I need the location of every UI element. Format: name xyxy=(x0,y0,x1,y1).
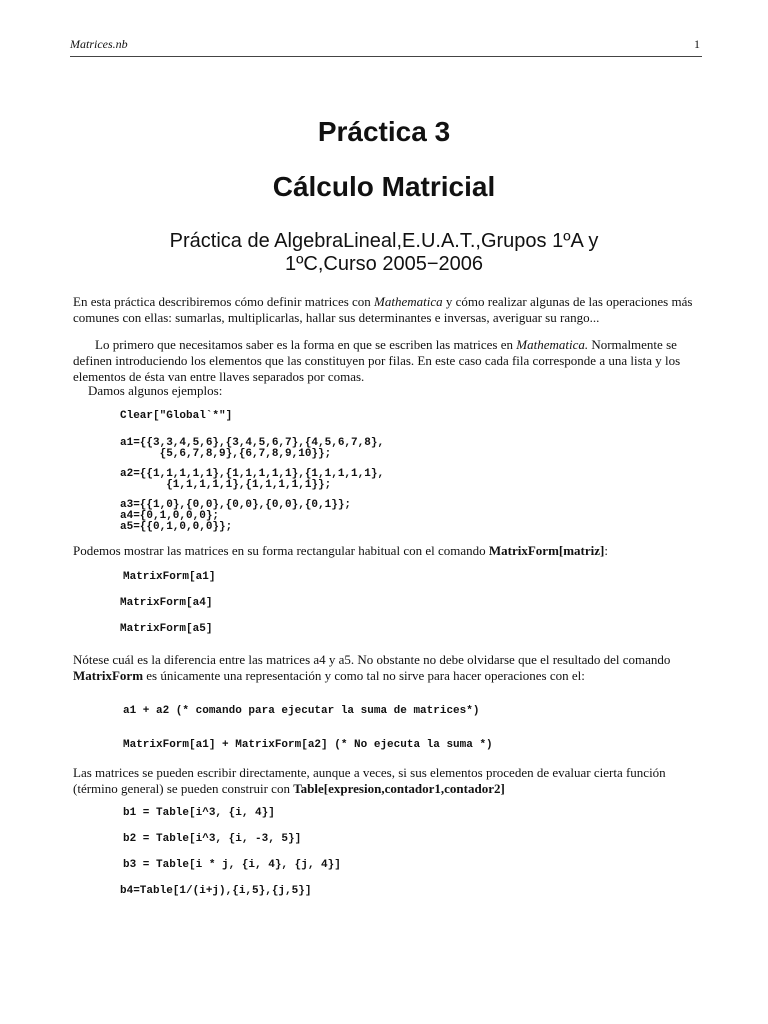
code-a3-a5[interactable]: a3={{1,0},{0,0},{0,0},{0,0},{0,1}}; a4={0,1,0,0,0}; a5={{0,1,0,0,0}}; xyxy=(120,499,352,533)
code-clear[interactable]: Clear["Global`*"] xyxy=(120,410,233,422)
code-b2[interactable]: b2 = Table[i^3, {i, -3, 5}] xyxy=(123,833,302,845)
page-title: Práctica 3 xyxy=(317,116,451,147)
code-matrixform-a4[interactable]: MatrixForm[a4] xyxy=(120,597,213,609)
code-matrixform-a5[interactable]: MatrixForm[a5] xyxy=(120,623,213,635)
course-subtitle-line1: Práctica de AlgebraLineal,E.U.A.T.,Grupos 1ºA y xyxy=(169,230,599,252)
code-matrixform-a1[interactable]: MatrixForm[a1] xyxy=(123,571,216,583)
intro-text-1b: y cómo realizar algunas de las operaciones más comunes con ellas: sumarlas, multiplicarlas, hallar sus determinantes e inversas, averiguar su rango... xyxy=(73,294,693,325)
intro-paragraph-3: Damos algunos ejemplos: xyxy=(88,383,223,398)
course-subtitle-line2: 1ºC,Curso 2005−2006 xyxy=(285,253,483,275)
note-text-b: es únicamente una representación y como tal no sirve para hacer operaciones con el: xyxy=(143,668,585,683)
matrixform-text-a: Podemos mostrar las matrices en su forma rectangular habitual con el comando xyxy=(73,543,489,558)
code-a2[interactable]: a2={{1,1,1,1,1},{1,1,1,1,1},{1,1,1,1,1}, {1,1,1,1,1},{1,1,1,1,1}}; xyxy=(120,468,385,491)
code-sum-a1-a2[interactable]: a1 + a2 (* comando para ejecutar la suma de matrices*) xyxy=(123,705,480,717)
header-page-number: 1 xyxy=(694,37,700,51)
code-a1[interactable]: a1={{3,3,4,5,6},{3,4,5,6,7},{4,5,6,7,8}, {5,6,7,8,9},{6,7,8,9,10}}; xyxy=(120,437,385,460)
table-text-a: Las matrices se pueden escribir directamente, aunque a veces, si sus elementos proceden de evaluar cierta función (término general) se pueden construir con xyxy=(73,765,666,796)
page-subtitle-title: Cálculo Matricial xyxy=(272,171,496,202)
note-text-a: Nótese cuál es la diferencia entre las matrices a4 y a5. No obstante no debe olvidarse que el resultado del comando xyxy=(73,652,671,667)
header-filename: Matrices.nb xyxy=(70,37,128,51)
note-command: MatrixForm xyxy=(73,668,144,683)
intro-paragraph-1 xyxy=(73,294,703,326)
matrixform-command: MatrixForm[matriz] xyxy=(488,543,605,558)
table-command: Table[expresion,contador1,contador2] xyxy=(293,781,505,796)
intro-paragraph-2 xyxy=(73,337,703,385)
code-b4[interactable]: b4=Table[1/(i+j),{i,5},{j,5}] xyxy=(120,885,312,897)
course-subtitle xyxy=(110,230,658,276)
intro-text-2-em: Mathematica. xyxy=(516,337,589,352)
matrixform-paragraph xyxy=(73,543,703,559)
note-paragraph xyxy=(73,652,703,684)
code-b3[interactable]: b3 = Table[i * j, {i, 4}, {j, 4}] xyxy=(123,859,341,871)
header-divider xyxy=(70,56,702,57)
table-paragraph xyxy=(73,765,703,797)
code-b1[interactable]: b1 = Table[i^3, {i, 4}] xyxy=(123,807,275,819)
intro-text-1-em: Mathematica xyxy=(374,294,443,309)
intro-text-2a: Lo primero que necesitamos saber es la forma en que se escriben las matrices en xyxy=(95,337,517,352)
intro-text-2b: Normalmente se definen introduciendo los elementos que las constituyen por filas. En este caso cada fila corresponde a una lista y los elementos de ésta van entre llaves separados por comas. xyxy=(73,337,681,384)
intro-text-1a: En esta práctica describiremos cómo definir matrices con xyxy=(73,294,375,309)
code-matrixform-sum[interactable]: MatrixForm[a1] + MatrixForm[a2] (* No ejecuta la suma *) xyxy=(123,739,493,751)
matrixform-text-b: : xyxy=(604,543,608,558)
